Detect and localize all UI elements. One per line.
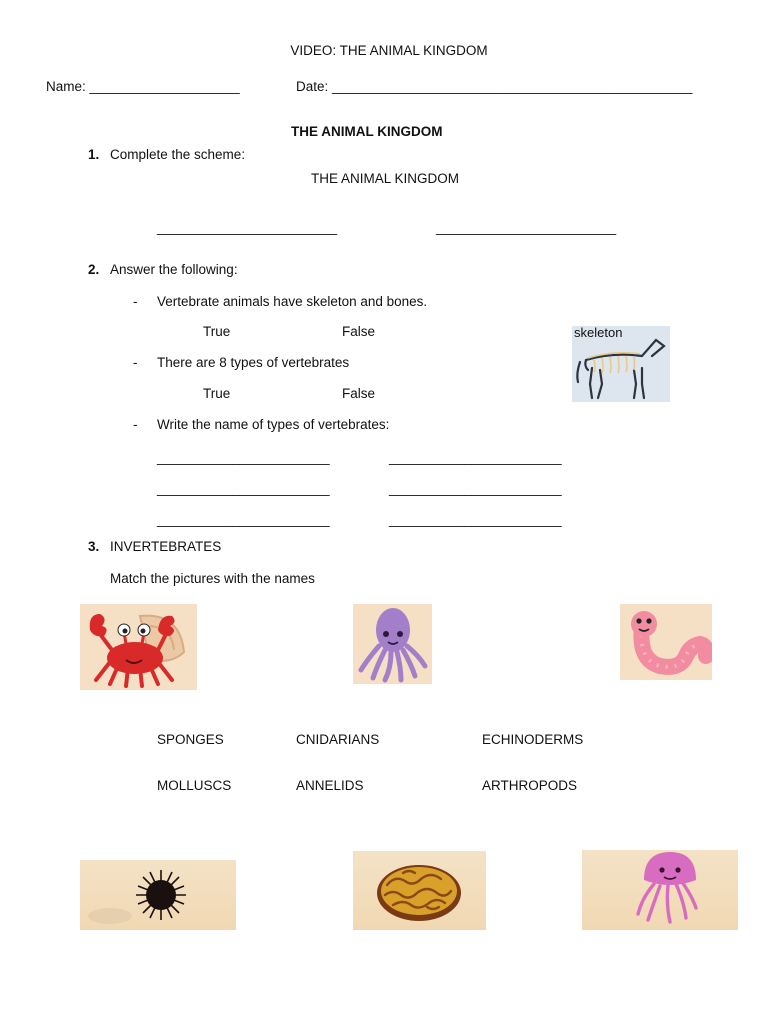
vertebrate-blank-4[interactable]: _______________________ bbox=[389, 481, 562, 496]
brain-coral-image[interactable] bbox=[353, 851, 486, 930]
name-cnidarians[interactable]: CNIDARIANS bbox=[296, 732, 380, 747]
vertebrate-blank-5[interactable]: _______________________ bbox=[157, 512, 330, 527]
video-title: VIDEO: THE ANIMAL KINGDOM bbox=[290, 43, 488, 58]
q2-item-1: Vertebrate animals have skeleton and bones. bbox=[157, 294, 428, 309]
q2-item-2: There are 8 types of vertebrates bbox=[157, 355, 350, 370]
q2-item-2-true[interactable]: True bbox=[203, 386, 231, 401]
name-annelids[interactable]: ANNELIDS bbox=[296, 778, 364, 793]
q2-dash-3: - bbox=[133, 417, 138, 432]
scheme-blank-right[interactable]: ________________________ bbox=[436, 220, 617, 235]
q1-number: 1. bbox=[88, 147, 100, 162]
q2-prompt: Answer the following: bbox=[110, 262, 238, 277]
q2-dash-1: - bbox=[133, 294, 138, 309]
name-molluscs[interactable]: MOLLUSCS bbox=[157, 778, 232, 793]
section-title: THE ANIMAL KINGDOM bbox=[291, 124, 443, 139]
q2-dash-2: - bbox=[133, 355, 138, 370]
name-field[interactable]: Name: ____________________ bbox=[46, 79, 240, 94]
q2-item-1-false[interactable]: False bbox=[342, 324, 376, 339]
crab-image[interactable] bbox=[80, 604, 197, 690]
q2-item-1-true[interactable]: True bbox=[203, 324, 231, 339]
vertebrate-blank-2[interactable]: _______________________ bbox=[389, 450, 562, 465]
name-arthropods[interactable]: ARTHROPODS bbox=[482, 778, 578, 793]
vertebrate-blank-3[interactable]: _______________________ bbox=[157, 481, 330, 496]
q1-prompt: Complete the scheme: bbox=[110, 147, 246, 162]
skeleton-caption: skeleton bbox=[574, 325, 623, 340]
q3-prompt: Match the pictures with the names bbox=[110, 571, 315, 586]
worm-image[interactable] bbox=[620, 604, 712, 680]
q2-item-3: Write the name of types of vertebrates: bbox=[157, 417, 390, 432]
q2-item-2-false[interactable]: False bbox=[342, 386, 376, 401]
scheme-blank-left[interactable]: ________________________ bbox=[157, 220, 338, 235]
q3-title: INVERTEBRATES bbox=[110, 539, 222, 554]
scheme-title: THE ANIMAL KINGDOM bbox=[311, 171, 460, 186]
sea-urchin-image[interactable] bbox=[80, 860, 236, 930]
vertebrate-blank-6[interactable]: _______________________ bbox=[389, 512, 562, 527]
name-sponges[interactable]: SPONGES bbox=[157, 732, 224, 747]
q3-number: 3. bbox=[88, 539, 100, 554]
jellyfish-image[interactable] bbox=[582, 850, 738, 930]
name-echinoderms[interactable]: ECHINODERMS bbox=[482, 732, 584, 747]
vertebrate-blank-1[interactable]: _______________________ bbox=[157, 450, 330, 465]
octopus-image[interactable] bbox=[353, 604, 432, 684]
date-field[interactable]: Date: ________________________________________________ bbox=[296, 79, 693, 94]
q2-number: 2. bbox=[88, 262, 100, 277]
